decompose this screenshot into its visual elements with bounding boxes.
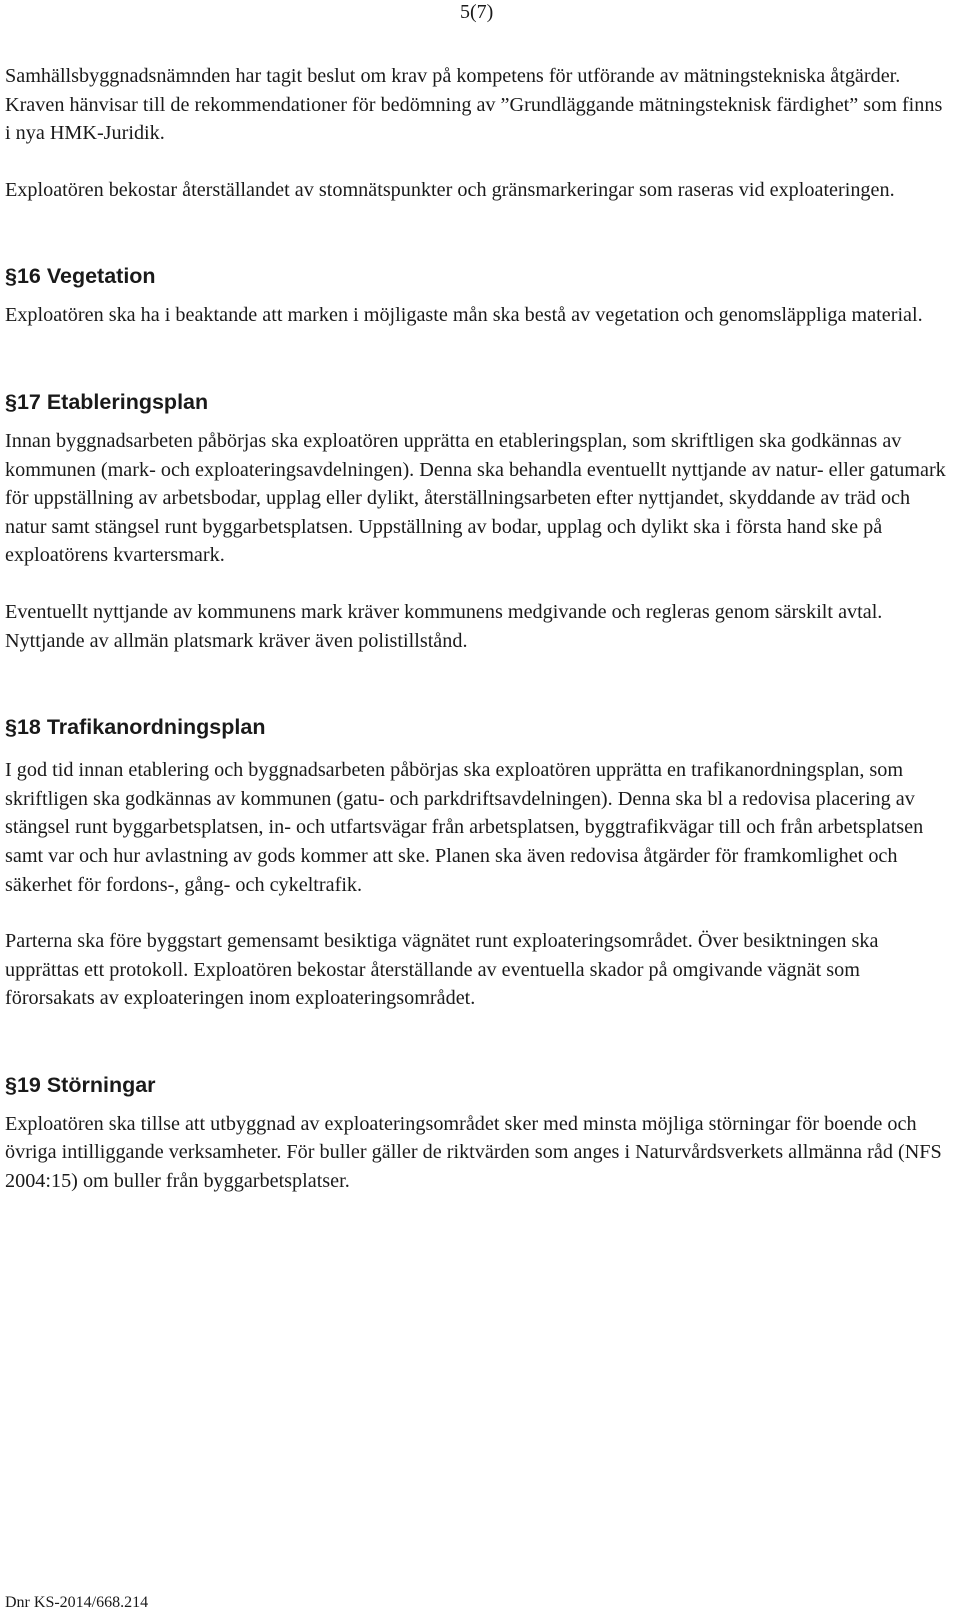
- section-paragraph: Exploatören ska tillse att utbyggnad av exploateringsområdet sker med minsta möjliga störningar för boende och övriga intilliggande verksamheter. För buller gäller de riktvärden som anges i Naturvårdsverkets allmänna råd (NFS 2004:15) om buller från byggarbetsplatser.: [5, 1112, 942, 1193]
- section-paragraph: Exploatören ska ha i beaktande att marken i möjligaste mån ska bestå av vegetation och genomsläppliga material.: [5, 304, 923, 327]
- section-paragraph: Eventuellt nyttjande av kommunens mark kräver kommunens medgivande och regleras genom särskilt avtal. Nyttjande av allmän platsmark kräver även polistillstånd.: [5, 600, 883, 652]
- section-heading-etableringsplan: §17 Etableringsplan: [5, 389, 209, 414]
- document-reference: Dnr KS-2014/668.214: [5, 1594, 149, 1611]
- section-heading-vegetation: §16 Vegetation: [5, 264, 156, 289]
- section-heading-storningar: §19 Störningar: [5, 1072, 156, 1097]
- document-body: [5, 62, 950, 1196]
- intro-paragraph: Samhällsbyggnadsnämnden har tagit beslut om krav på kompetens för utförande av mätningstekniska åtgärder. Kraven hänvisar till de rekommendationer för bedömning av ”Grundläggande mätningsteknisk färdighet” som finns i nya HMK-Juridik.: [5, 65, 943, 145]
- page-number: 5(7): [460, 1, 494, 23]
- section-paragraph: Innan byggnadsarbeten påbörjas ska exploatören upprätta en etableringsplan, som skriftligen ska godkännas av kommunen (mark- och exploateringsavdelningen). Denna ska behandla eventuellt nyttjande av natur- eller gatumark för uppställning av arbetsbodar, upplag eller dylikt, återställningsarbeten efter nyttjandet, skyddande av träd och natur samt stängsel runt byggarbetsplatsen. Uppställning av bodar, upplag och dylikt ska i första hand ske på exploatörens kvartersmark.: [5, 429, 946, 567]
- section-paragraph: I god tid innan etablering och byggnadsarbeten påbörjas ska exploatören upprätta en trafikanordningsplan, som skriftligen ska godkännas av kommunen (gatu- och parkdriftsavdelningen). Denna ska bl a redovisa placering av stängsel runt byggarbetsplatsen, in- och utfartsvägar från arbetsplatsen, byggtrafikvägar till och från arbetsplatsen samt var och hur avlastning av gods kommer att ske. Planen ska även redovisa åtgärder för framkomlighet och säkerhet för fordons-, gång- och cykeltrafik.: [5, 759, 924, 896]
- section-paragraph: Parterna ska före byggstart gemensamt besiktiga vägnätet runt exploateringsområdet. Över besiktningen ska upprättas ett protokoll. Exploatören bekostar återställande av eventuella skador på omgivande vägnät som förorsakats av exploateringen inom exploateringsområdet.: [5, 930, 879, 1010]
- intro-paragraph: Exploatören bekostar återställandet av stomnätspunkter och gränsmarkeringar som raseras vid exploateringen.: [5, 178, 895, 201]
- section-heading-trafikanordningsplan: §18 Trafikanordningsplan: [5, 715, 266, 740]
